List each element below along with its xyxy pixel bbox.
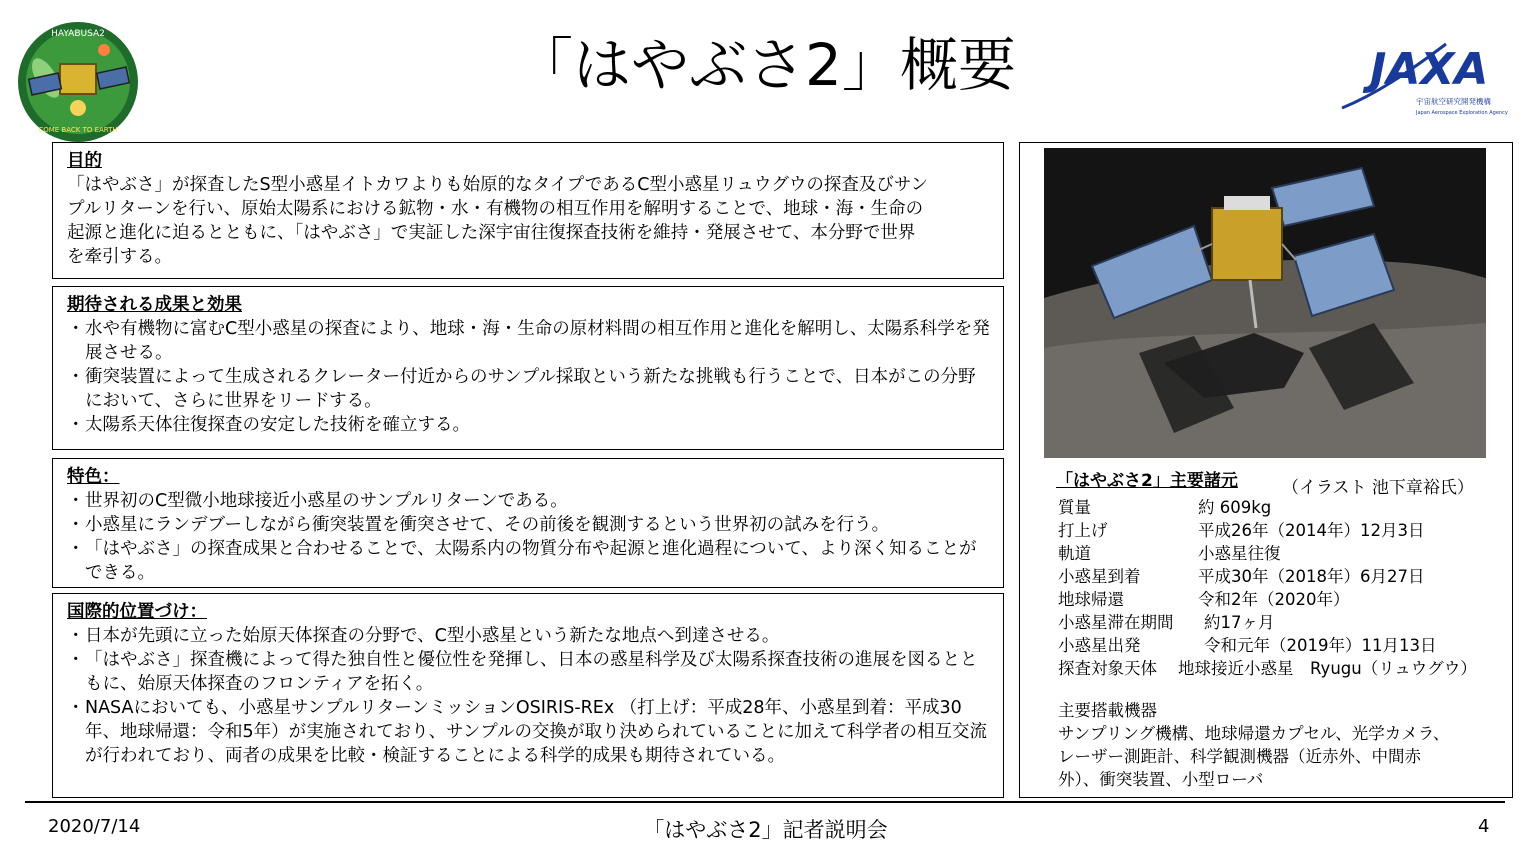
features-item: ・ 小惑星にランデブーしながら衝突装置を衝突させて、その前後を観測するという世界初の試みを行う。 <box>67 513 993 537</box>
spec-key: 地球帰還 <box>1058 590 1124 609</box>
page-number: 4 <box>1478 816 1490 837</box>
spec-value: 平成26年（2014年）12月3日 <box>1198 521 1425 540</box>
spec-row <box>1058 565 1477 588</box>
spec-key: 探査対象天体 <box>1058 659 1157 678</box>
jaxa-wordmark: JAXA <box>1370 44 1489 95</box>
expected-results-section <box>52 286 1004 450</box>
jaxa-logo <box>1336 36 1508 126</box>
spec-value: 地球接近小惑星 Ryugu（リュウグウ） <box>1178 659 1477 678</box>
jaxa-name-jp: 宇宙航空研究開発機構 <box>1416 97 1491 106</box>
footer-date: 2020/7/14 <box>48 816 141 837</box>
logo-text-top: HAYABUSA2 <box>51 29 105 39</box>
spec-key: 小惑星出発 <box>1058 636 1141 655</box>
instruments-line: レーザー測距計、科学観測機器（近赤外、中間赤 <box>1058 747 1421 766</box>
spec-row <box>1058 542 1477 565</box>
purpose-line: を牽引する。 <box>67 247 172 267</box>
spec-key: 質量 <box>1058 498 1091 517</box>
results-item: ・ 水や有機物に富むC型小惑星の探査により、地球・海・生命の原材料間の相互作用と進化を解明し、太陽系科学を発展させる。 <box>67 317 993 365</box>
instruments-heading: 主要搭載機器 <box>1058 701 1157 720</box>
results-heading: 期待される成果と効果 <box>67 295 242 315</box>
purpose-line: 起源と進化に迫るとともに、「はやぶさ」で実証した深宇宙往復探査技術を維持・発展させて、本分野で世界 <box>67 223 916 243</box>
instruments-line: サンプリング機構、地球帰還カプセル、光学カメラ、 <box>1058 724 1450 743</box>
illustration-credit: （イラスト 池下章裕氏） <box>1282 478 1474 498</box>
spec-row <box>1058 519 1477 542</box>
spec-row <box>1058 657 1477 680</box>
results-item: ・ 衝突装置によって生成されるクレーター付近からのサンプル採取という新たな挑戦も行うことで、日本がこの分野において、さらに世界をリードする。 <box>67 365 993 413</box>
spec-key: 軌道 <box>1058 544 1091 563</box>
spec-row <box>1058 588 1477 611</box>
features-heading: 特色： <box>67 467 120 487</box>
jaxa-name-en: Japan Aerospace Exploration Agency <box>1416 110 1508 116</box>
spec-key: 打上げ <box>1058 521 1108 540</box>
spec-value: 令和元年（2019年）11月13日 <box>1204 636 1437 655</box>
spec-value: 小惑星往復 <box>1198 544 1281 563</box>
footer-event: 「はやぶさ2」記者説明会 <box>643 818 888 842</box>
specs-title: 「はやぶさ2」主要諸元 <box>1056 471 1238 491</box>
position-heading: 国際的位置づけ： <box>67 602 207 622</box>
specs-table <box>1058 496 1477 680</box>
international-position-section <box>52 593 1004 798</box>
purpose-line: 「はやぶさ」が探査したS型小惑星イトカワよりも始原的なタイプであるC型小惑星リュウグウの探査及びサン <box>67 175 929 195</box>
spec-value: 約 609kg <box>1198 498 1272 517</box>
purpose-line: プルリターンを行い、原始太陽系における鉱物・水・有機物の相互作用を解明することで、地球・海・生命の <box>67 199 924 219</box>
features-item: ・ 「はやぶさ」の探査成果と合わせることで、太陽系内の物質分布や起源と進化過程について、より深く知ることができる。 <box>67 537 993 585</box>
logo-text-bottom: COME BACK TO EARTH <box>38 126 118 134</box>
instruments-block <box>1058 699 1478 791</box>
spacecraft-illustration <box>1044 148 1486 458</box>
position-item: ・ 「はやぶさ」探査機によって得た独自性と優位性を発揮し、日本の惑星科学及び太陽系探査技術の進展を図るとともに、始原天体探査のフロンティアを拓く。 <box>67 648 993 696</box>
features-section <box>52 458 1004 588</box>
instruments-line: 外）、衝突装置、小型ローバ <box>1058 770 1264 789</box>
position-item: ・ NASAにおいても、小惑星サンプルリターンミッションOSIRIS-REx （打上げ：平成28年、小惑星到着：平成30年、地球帰還：令和5年）が実施されており、サンプルの交換が取り決められていることに加えて科学者の相互交流が行われており、両者の成果を比較・検証することによる科学的成果も期待されている。 <box>67 696 993 768</box>
purpose-section <box>52 142 1004 279</box>
spec-key: 小惑星滞在期間 <box>1058 613 1174 632</box>
spec-panel <box>1019 142 1513 798</box>
footer-divider <box>25 801 1505 803</box>
spec-value: 令和2年（2020年） <box>1198 590 1350 609</box>
purpose-heading: 目的 <box>67 151 102 171</box>
position-item: ・ 日本が先頭に立った始原天体探査の分野で、C型小惑星という新たな地点へ到達させる。 <box>67 624 993 648</box>
spec-row <box>1058 611 1477 634</box>
spec-row <box>1058 634 1477 657</box>
hayabusa2-mission-logo <box>16 20 140 144</box>
slide-title: 「はやぶさ2」概要 <box>515 31 1016 99</box>
spec-key: 小惑星到着 <box>1058 567 1141 586</box>
features-item: ・ 世界初のC型微小地球接近小惑星のサンプルリターンである。 <box>67 489 993 513</box>
spec-value: 約17ヶ月 <box>1204 613 1275 632</box>
results-item: ・ 太陽系天体往復探査の安定した技術を確立する。 <box>67 413 993 437</box>
spec-row <box>1058 496 1477 519</box>
spec-value: 平成30年（2018年）6月27日 <box>1198 567 1425 586</box>
